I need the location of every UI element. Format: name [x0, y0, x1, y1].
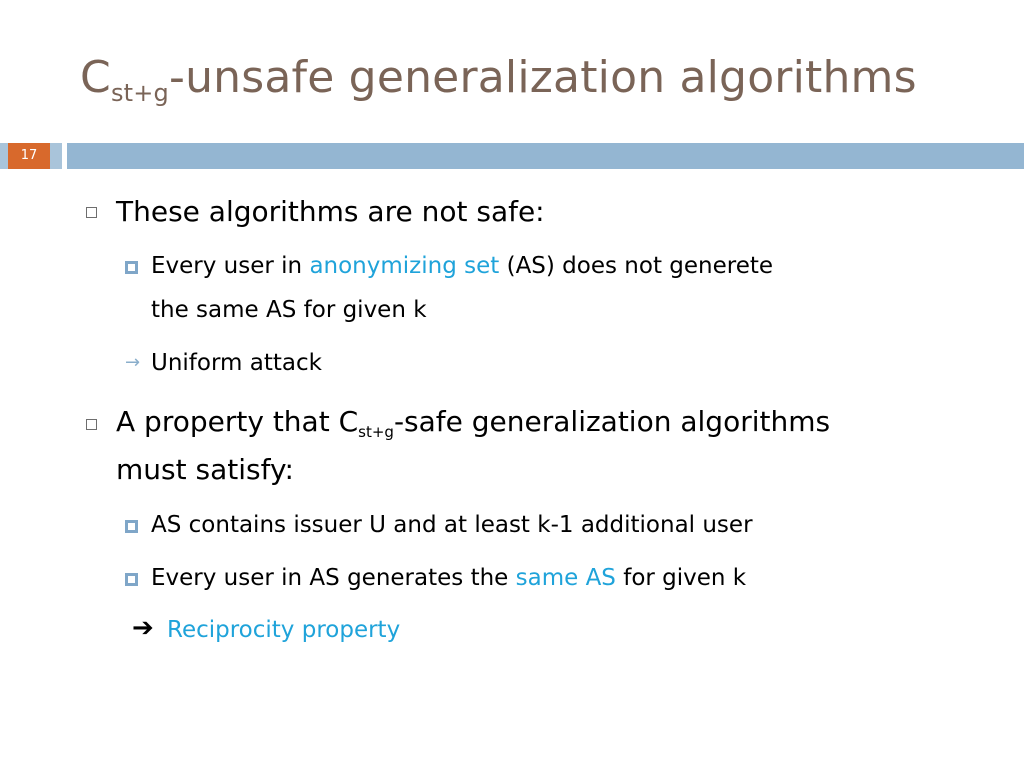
sub-bullet-4-text-post: for given k	[615, 565, 747, 591]
hollow-square-icon	[86, 207, 97, 218]
sub-bullet-4-text	[151, 565, 746, 591]
same-as-term: same AS	[515, 565, 616, 591]
bullet-2-line-2: must satisfy:	[116, 453, 294, 486]
bullet-2-text-pre: A property that C	[116, 405, 359, 438]
bullet-2-line-1	[116, 405, 830, 441]
arrow-right-icon: →	[125, 352, 141, 373]
bullet-1-text: These algorithms are not safe:	[116, 195, 545, 228]
slide-number: 17	[8, 143, 50, 169]
sub-bullet-1-line-2: the same AS for given k	[151, 297, 427, 323]
bullet-2-text-post: -safe generalization algorithms	[393, 405, 831, 438]
title-rest: -unsafe generalization algorithms	[169, 52, 917, 103]
sub-bullet-3-text: AS contains issuer U and at least k-1 additional user	[151, 512, 753, 538]
sub-bullet-2-text: Uniform attack	[151, 350, 322, 376]
framed-square-icon	[125, 261, 138, 274]
bullet-2-subscript: st+g	[358, 423, 394, 441]
hollow-square-icon	[86, 419, 97, 430]
sub-bullet-1-line-1	[151, 253, 773, 279]
title-subscript: st+g	[110, 79, 169, 107]
title-main: C	[80, 52, 111, 103]
framed-square-icon	[125, 573, 138, 586]
anonymizing-set-term: anonymizing set	[309, 253, 500, 279]
sub-bullet-1-text-pre: Every user in	[151, 253, 310, 279]
sub-bullet-4-text-pre: Every user in AS generates the	[151, 565, 516, 591]
arrow-right-icon: ➔	[132, 613, 154, 643]
framed-square-icon	[125, 520, 138, 533]
reciprocity-property-text: Reciprocity property	[167, 617, 401, 643]
sub-bullet-1-text-post: (AS) does not generete	[499, 253, 774, 279]
